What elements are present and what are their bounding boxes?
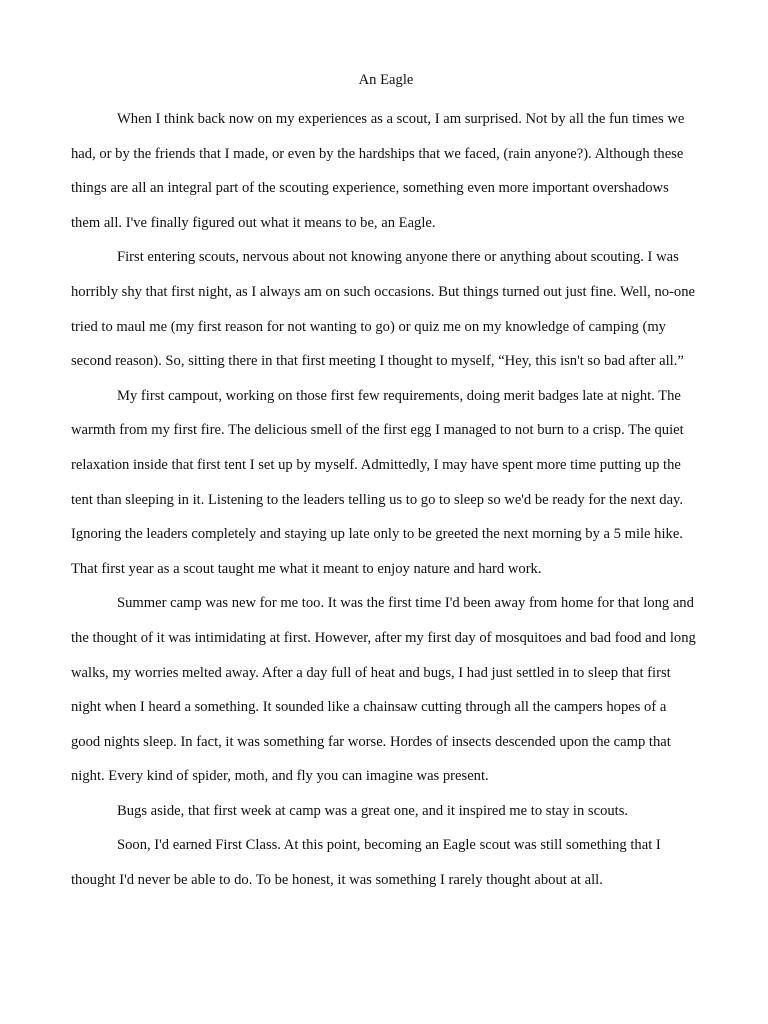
document-page bbox=[71, 68, 699, 898]
paragraph-1: When I think back now on my experiences as a scout, I am surprised. Not by all the fun times we had, or by the friends that I made, or even by the hardships that we faced, (rain anyone?). Although these things are all an integral part of the scouting experience, something even more important overshadows them all. I've finally figured out what it means to be, an Eagle. bbox=[71, 111, 685, 231]
paragraph-4: Summer camp was new for me too. It was the first time I'd been away from home for that long and the thought of it was intimidating at first. However, after my first day of mosquitoes and bad food and long walks, my worries melted away. After a day full of heat and bugs, I had just settled in to sleep that first night when I heard a something. It sounded like a chainsaw cutting through all the campers hopes of a good nights sleep. In fact, it was something far worse. Hordes of insects descended upon the camp that night. Every kind of spider, moth, and fly you can imagine was present. bbox=[71, 595, 696, 785]
paragraph-3: My first campout, working on those first few requirements, doing merit badges late at night. The warmth from my first fire. The delicious smell of the first egg I managed to not burn to a crisp. The quiet relaxation inside that first tent I set up by myself. Admittedly, I may have spent more time putting up the tent than sleeping in it. Listening to the leaders telling us to go to sleep so we'd be ready for the next day. Ignoring the leaders completely and staying up late only to be greeted the next morning by a 5 mile hike. That first year as a scout taught me what it meant to enjoy nature and hard work. bbox=[71, 387, 684, 577]
paragraph-2: First entering scouts, nervous about not knowing anyone there or anything about scouting. I was horribly shy that first night, as I always am on such occasions. But things turned out just fine. Well, no-one tried to maul me (my first reason for not wanting to go) or quiz me on my knowledge of camping (my second reason). So, sitting there in that first meeting I thought to myself, “Hey, this isn't so bad after all.” bbox=[71, 249, 695, 370]
paragraph-6: Soon, I'd earned First Class. At this point, becoming an Eagle scout was still something that I thought I'd never be able to do. To be honest, it was something I rarely thought about at all. bbox=[71, 837, 661, 889]
paragraph-5: Bugs aside, that first week at camp was a great one, and it inspired me to stay in scouts. bbox=[117, 802, 629, 819]
document-title: An Eagle bbox=[358, 72, 414, 88]
